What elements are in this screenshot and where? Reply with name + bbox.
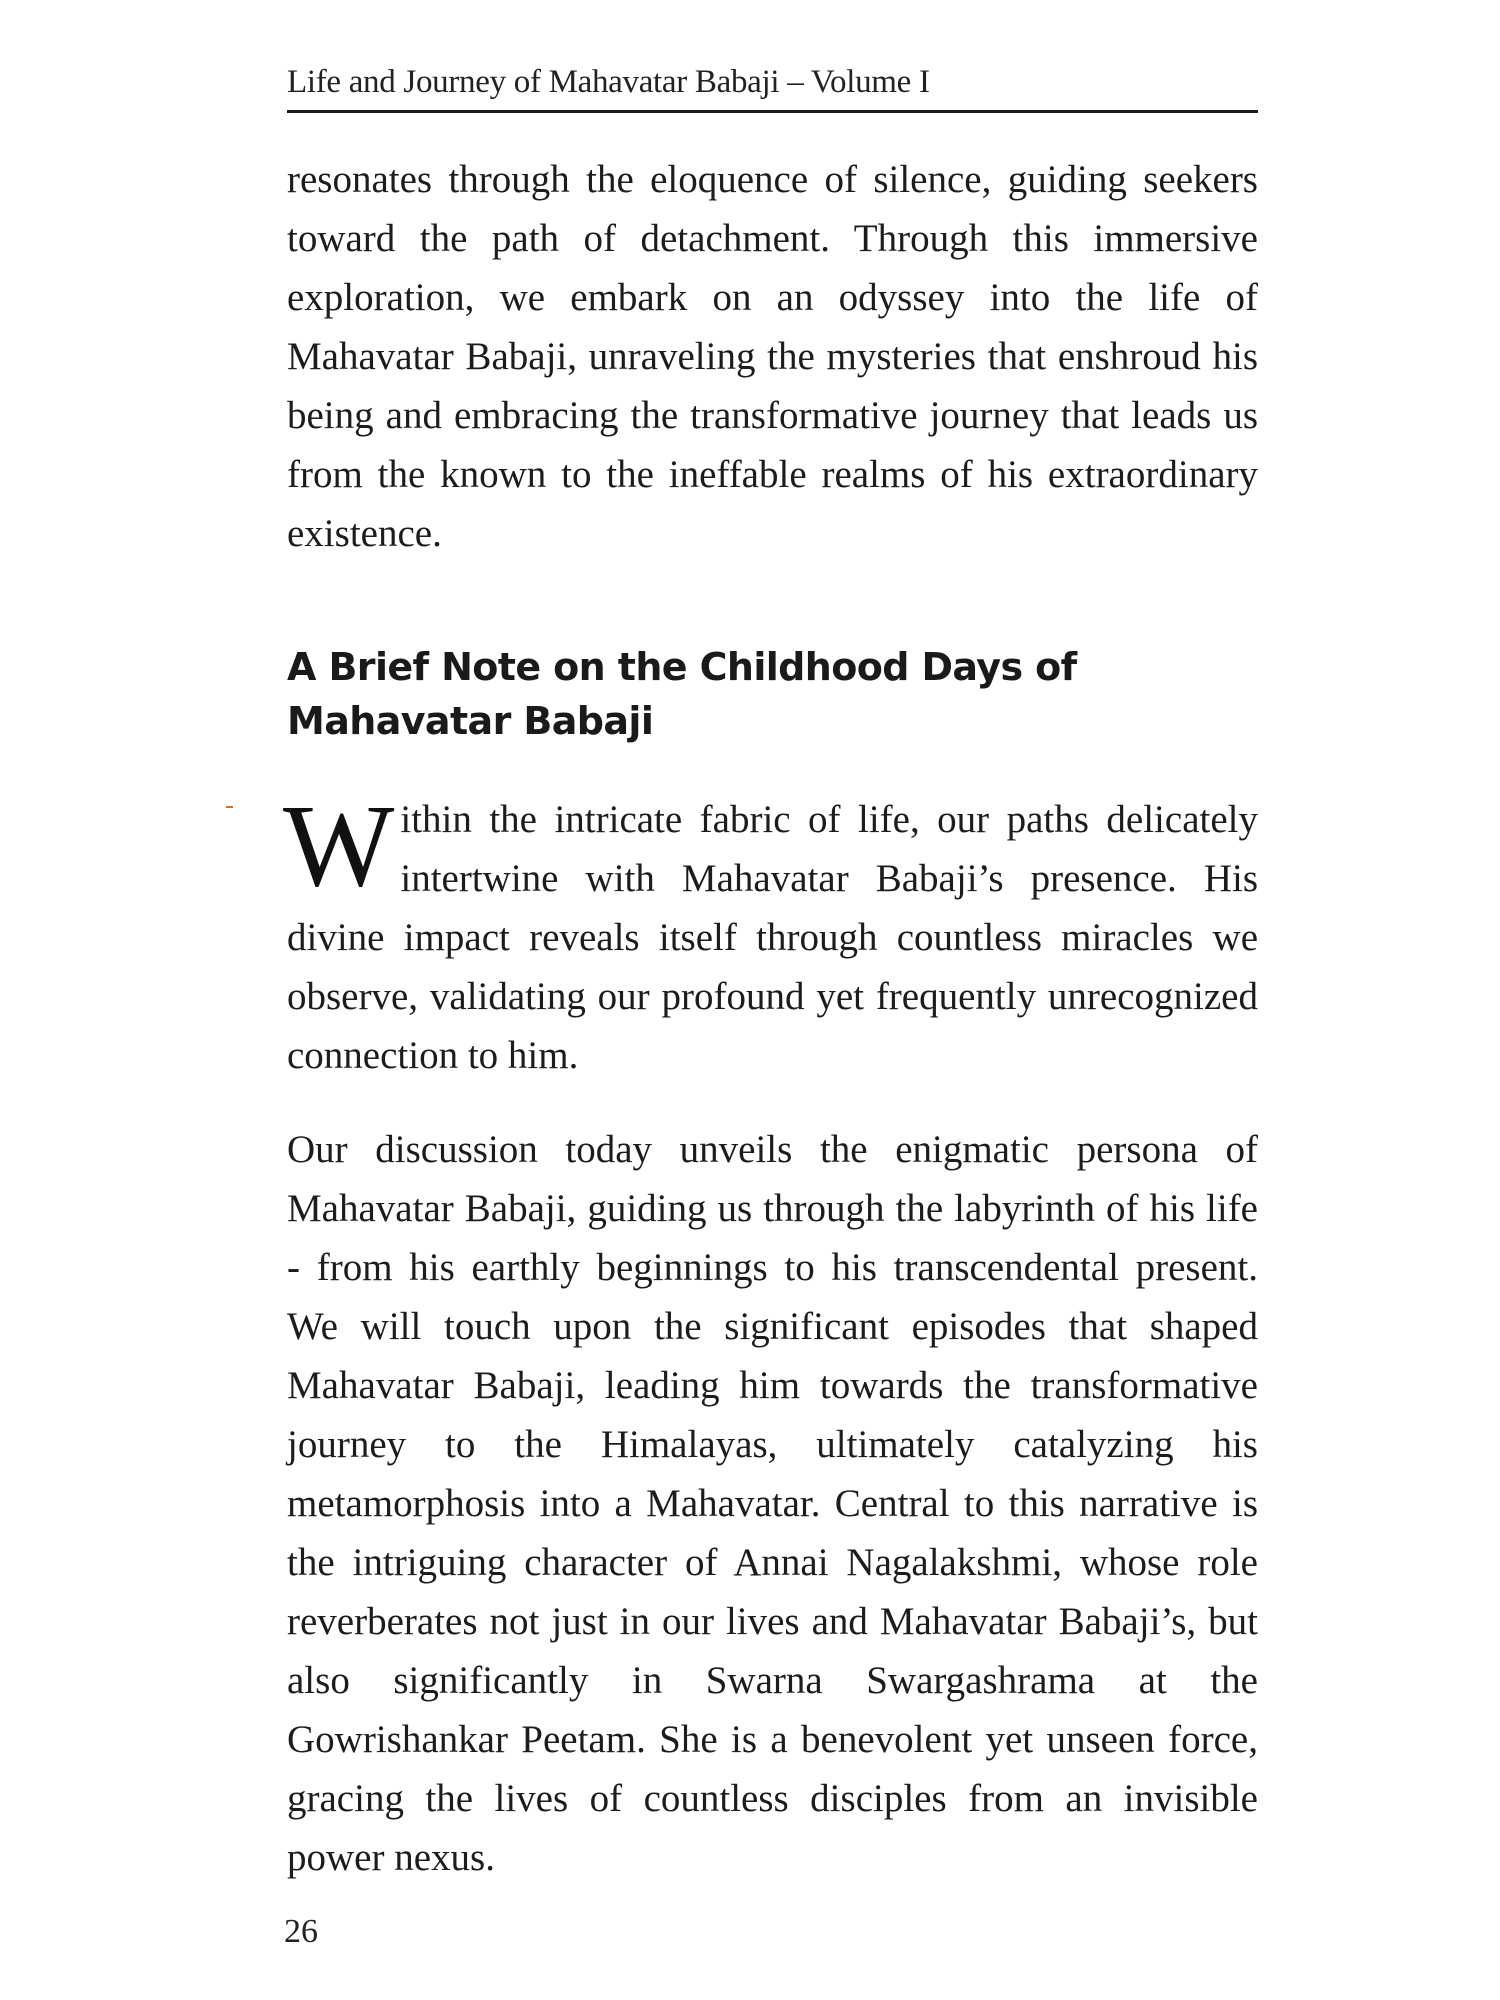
section-heading: A Brief Note on the Childhood Days of Mahavatar Babaji	[287, 645, 1077, 743]
margin-mark	[226, 806, 233, 808]
drop-cap-paragraph-text: ithin the intricate fabric of life, our paths delicately intertwine with Mahavatar Babaji’s presence. His divine impact reveals itself through countless miracles we observe, validating our profound yet frequently unrecognized connection to him.	[287, 798, 1258, 1077]
page-number: 26	[284, 1913, 318, 1950]
discussion-paragraph: Our discussion today unveils the enigmatic persona of Mahavatar Babaji, guiding us through the labyrinth of his life - from his earthly beginnings to his transcendental present. We will touch upon the significant episodes that shaped Mahavatar Babaji, leading him towards the transformative journey to the Himalayas, ultimately catalyzing his metamorphosis into a Mahavatar. Central to this narrative is the intriguing character of Annai Nagalakshmi, whose role reverberates not just in our lives and Mahavatar Babaji’s, but also significantly in Swarna Swargashrama at the Gowrishankar Peetam. She is a benevolent yet unseen force, gracing the lives of countless disciples from an invisible power nexus.	[287, 1128, 1258, 1879]
running-header: Life and Journey of Mahavatar Babaji – Volume I	[287, 64, 930, 100]
intro-paragraph: resonates through the eloquence of silence, guiding seekers toward the path of detachment. Through this immersive exploration, we embark on an odyssey into the life of Mahavatar Babaji, unraveling the mysteries that enshroud his being and embracing the transformative journey that leads us from the known to the ineffable realms of his extraordinary existence.	[287, 158, 1258, 555]
drop-cap-letter: W	[283, 780, 395, 911]
drop-cap-paragraph	[283, 780, 1258, 1085]
header-divider	[287, 110, 1258, 113]
